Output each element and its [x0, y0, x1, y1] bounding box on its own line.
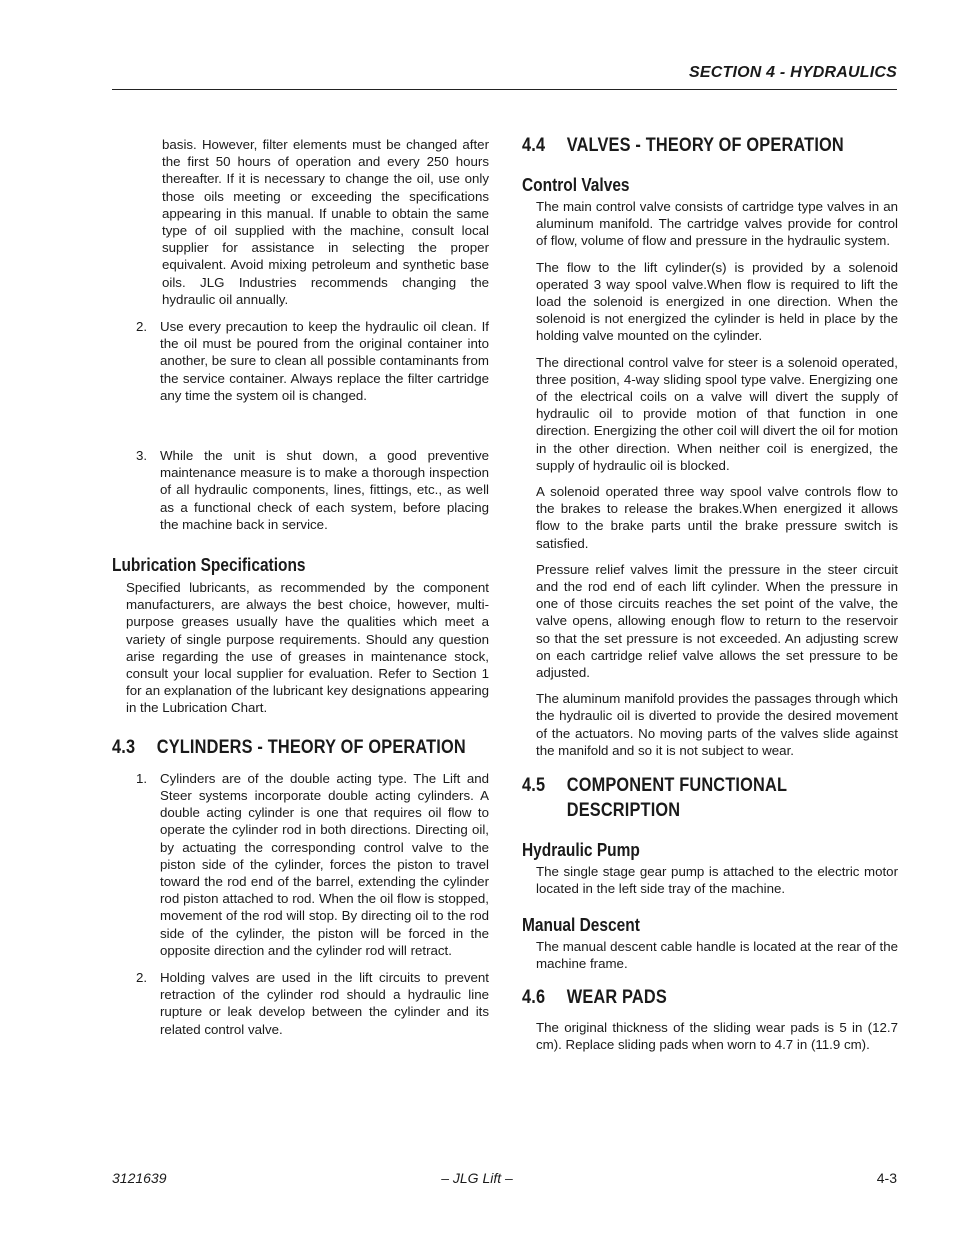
lubrication-paragraph: Specified lubricants, as recommended by the component manufacturers, are always the best choice, however, multi-purpose greases usually have the qualities which meet a variety of single purpose requirements. Should any question arise regarding the use of greases in maintenance stock, consult your local supplier for evaluation. Refer to Section 1 for an explanation of the lubricant key designations appearing in the Lubrication Chart. — [126, 580, 489, 716]
valves-paragraph: Pressure relief valves limit the pressure in the steer circuit and the rod end of each lift cylinder. When the pressure in one of those circuits reaches the set point of the valve, the valve opens, allowing enough flow to return to the reservoir so that the set pressure is not exceeded. An adjusting screw on each cartridge relief valve allows the set pressure to be adjusted. — [536, 561, 898, 681]
wear-pads-heading — [522, 985, 845, 1010]
wear-pads-paragraph: The original thickness of the sliding wear pads is 5 in (12.7 cm). Replace sliding pads when worn to 4.7 in (11.9 cm). — [536, 1019, 898, 1053]
list-text: Use every precaution to keep the hydraulic oil clean. If the oil must be poured from the original container into another, be sure to clean all possible contaminants from the service container. Always replace the filter cartridge any time the system oil is changed. — [160, 319, 489, 403]
list-item — [112, 318, 489, 404]
cylinders-heading — [112, 735, 466, 760]
list-text: While the unit is shut down, a good preventive maintenance measure is to make a thorough inspection of all hydraulic components, lines, fittings, etc., as well as a functional check of each system, before placing the machine back in service. — [160, 448, 489, 532]
descent-paragraph: The manual descent cable handle is located at the rear of the machine frame. — [536, 938, 898, 971]
list-number: 2. — [136, 319, 148, 335]
list-number: 3. — [136, 448, 148, 464]
valves-paragraph: A solenoid operated three way spool valve controls flow to the brakes to release the brakes.When energized it allows flow to the brake parts until the brake pressure switch is satisfied. — [536, 484, 898, 551]
list-number: 1. — [136, 770, 148, 786]
manual-descent-heading: Manual Descent — [522, 914, 640, 935]
component-heading — [522, 773, 845, 798]
section-number: 4.6 — [522, 986, 546, 1008]
section-header: SECTION 4 - HYDRAULICS — [689, 64, 897, 81]
list-text: Holding valves are used in the lift circuits to prevent retraction of the cylinder rod should a hydraulic line rupture or leak develop between the cylinder and its related control valve. — [160, 969, 489, 1037]
section-title: COMPONENT FUNCTIONAL — [566, 775, 788, 797]
control-valves-heading: Control Valves — [522, 175, 630, 195]
section-number: 4.3 — [112, 736, 136, 758]
page-number: 4-3 — [876, 1170, 897, 1186]
list-item — [112, 770, 489, 959]
hydraulic-pump-heading: Hydraulic Pump — [522, 840, 640, 861]
doc-number: 3121639 — [112, 1170, 167, 1186]
section-title: VALVES - THEORY OF OPERATION — [566, 135, 844, 156]
pump-paragraph: The single stage gear pump is attached to the electric motor located in the left side tray of the machine. — [536, 864, 898, 897]
right-column — [522, 136, 898, 1053]
oil-change-paragraph: basis. However, filter elements must be changed after the first 50 hours of operation and every 250 hours thereafter. If it is necessary to change the oil, use only those oils meeting or exceeding the specifications appearing in this manual. If unable to obtain the same type of oil supplied with the machine, consult local supplier for assistance in selecting the proper equivalent. Avoid mixing petroleum and synthetic base oils. JLG Industries recommends changing the hydraulic oil annually. — [162, 137, 489, 307]
component-heading-cont — [522, 798, 845, 823]
section-number: 4.5 — [522, 775, 546, 797]
list-text: Cylinders are of the double acting type. The Lift and Steer systems incorporate double acting cylinders. A double acting cylinder is one that requires oil flow to operate the cylinder rod in both directions. Directing oil, by actuating the corresponding control valve to the piston side of the cylinder, forces the piston to travel toward the rod end of the barrel, extending the cylinder rod piston attached to rod. When the oil flow is stopped, movement of the rod will stop. By directing oil to the rod side of the cylinder, the piston will be forced in the opposite direction and the cylinder rod will retract. — [160, 770, 489, 958]
valves-paragraph: The directional control valve for steer is a solenoid operated, three position, 4-way sliding spool type valve. Energizing one of the electrical coils on a valve will divert the supply of hydraulic oil to provide motion of that function in one direction. Energizing the other coil will divert the oil for motion in the other direction. When neither coil is energized, the supply of hydraulic oil is blocked. — [536, 354, 898, 473]
section-title: WEAR PADS — [566, 986, 667, 1008]
left-column — [112, 136, 489, 1038]
section-title: CYLINDERS - THEORY OF OPERATION — [156, 736, 466, 758]
valves-paragraph: The aluminum manifold provides the passages through which the hydraulic oil is diverted to provide the desired movement of the actuators. No moving parts of the valves slide against the manifold and so it is not subject to wear. — [536, 691, 898, 758]
footer-title: – JLG Lift – — [441, 1170, 513, 1186]
valves-paragraph: The main control valve consists of cartridge type valves in an aluminum manifold. The cartridge valves provide for control of flow, volume of flow and pressure in the hydraulic system. — [536, 199, 898, 249]
list-number: 2. — [136, 969, 148, 985]
valves-paragraph: The flow to the lift cylinder(s) is provided by a solenoid operated 3 way spool valve.When flow is required to lift the load the solenoid is energized in one direction. When the solenoid is not energized the cylinder is held in place by the holding valve mounted on the cylinder. — [536, 259, 898, 344]
list-item — [112, 447, 489, 533]
list-item — [112, 969, 489, 1038]
header-divider — [112, 89, 897, 90]
valves-heading — [522, 133, 845, 158]
lubrication-heading: Lubrication Specifications — [112, 555, 306, 576]
section-number: 4.4 — [522, 135, 546, 156]
section-title: DESCRIPTION — [566, 800, 681, 822]
